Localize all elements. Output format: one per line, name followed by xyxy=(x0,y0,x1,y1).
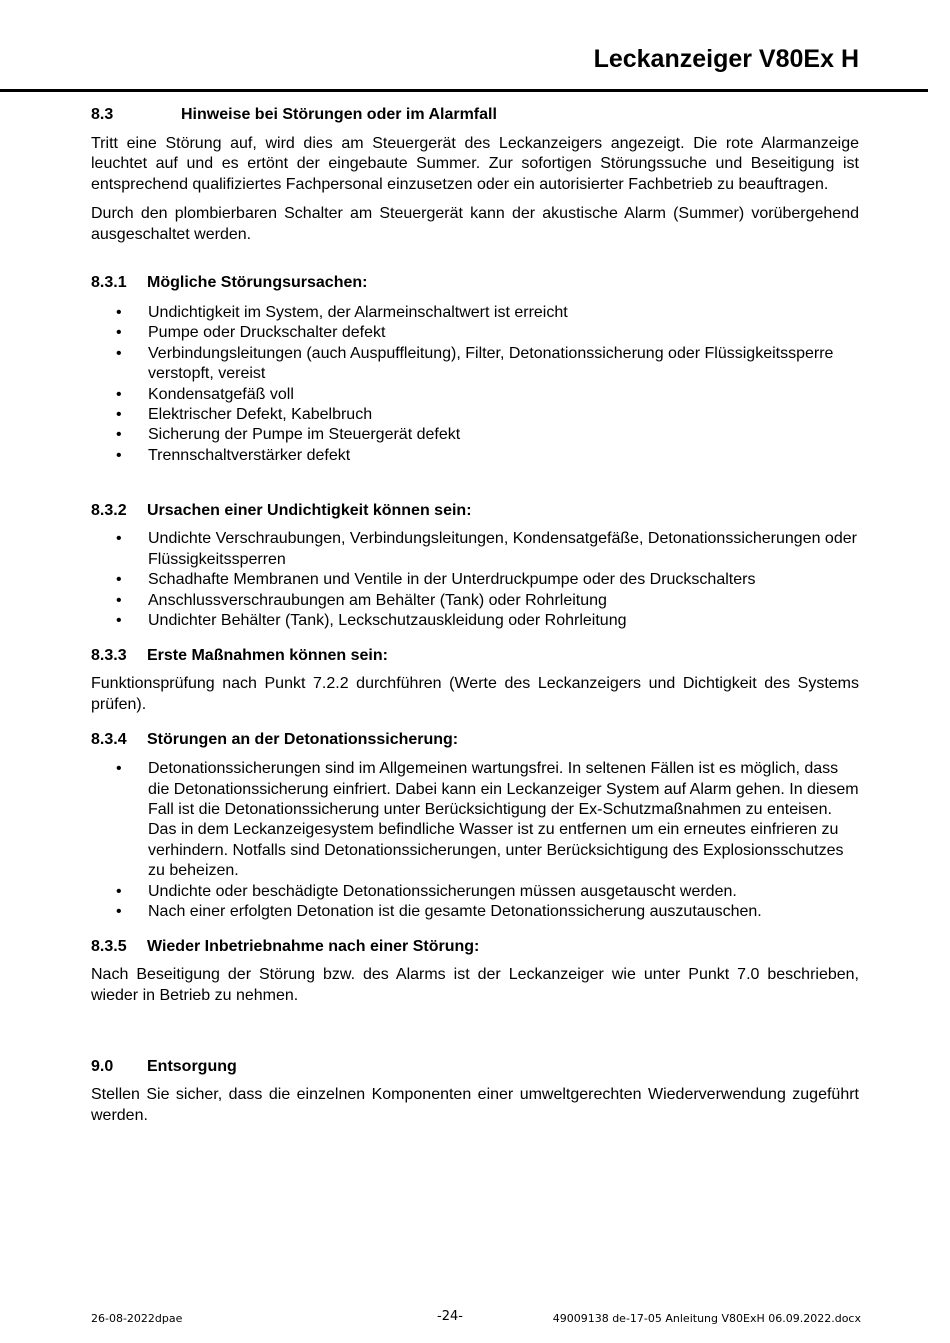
list-item-text: Detonationssicherungen sind im Allgemeinen wartungsfrei. In seltenen Fällen ist es möglich, dass die Detonationssicherung einfriert. Dabei kann ein Leckanzeiger System auf Alarm gehen. In diesem Fall ist die Detonationssicherung unter Berücksichtigung der Ex-Schutzmaßnahmen zu enteisen. Das in dem Leckanzeigesystem befindliche Wasser ist zu entfernen um ein erneutes einfrieren zu verhindern. Notfalls sind Detonationssicherungen, unter Berücksichtigung des Explosionsschutzes zu beheizen. xyxy=(148,760,859,880)
bullet-icon: • xyxy=(116,611,122,629)
list-item xyxy=(91,303,859,323)
section-title: Störungen an der Detonationssicherung: xyxy=(147,731,459,749)
section-title: Hinweise bei Störungen oder im Alarmfall xyxy=(181,106,497,123)
section-heading xyxy=(91,104,859,126)
list-item xyxy=(91,446,859,466)
list-item-text: Verbindungsleitungen (auch Auspuffleitung), Filter, Detonationssicherung oder Flüssigkeitssperre verstopft, vereist xyxy=(148,344,834,383)
section-title: Erste Maßnahmen können sein: xyxy=(147,647,388,665)
list-item-text: Kondensatgefäß voll xyxy=(148,385,294,403)
list-item xyxy=(91,344,859,385)
section-title: Wieder Inbetriebnahme nach einer Störung: xyxy=(147,938,480,956)
bullet-list xyxy=(91,759,859,922)
list-item xyxy=(91,385,859,405)
list-item-text: Anschlussverschraubungen am Behälter (Tank) oder Rohrleitung xyxy=(148,591,607,609)
document-title: Leckanzeiger V80Ex H xyxy=(593,45,859,73)
footer-date: 26-08-2022dpae xyxy=(91,1312,183,1325)
section-8-3-1 xyxy=(91,272,859,466)
list-item-text: Undichter Behälter (Tank), Leckschutzauskleidung oder Rohrleitung xyxy=(148,611,627,629)
bullet-icon: • xyxy=(116,902,122,920)
section-heading xyxy=(91,645,859,667)
bullet-icon: • xyxy=(116,344,122,362)
section-number: 8.3.5 xyxy=(91,938,127,956)
list-item xyxy=(91,591,859,611)
bullet-icon: • xyxy=(116,446,122,464)
bullet-icon: • xyxy=(116,760,122,778)
bullet-icon: • xyxy=(116,385,122,403)
header-rule xyxy=(0,89,928,92)
section-number: 8.3.3 xyxy=(91,647,127,665)
section-number: 8.3.1 xyxy=(91,274,127,292)
section-number: 8.3.2 xyxy=(91,502,127,520)
bullet-icon: • xyxy=(116,324,122,342)
list-item-text: Nach einer erfolgten Detonation ist die gesamte Detonationssicherung auszutauschen. xyxy=(148,902,762,920)
section-heading xyxy=(91,729,859,751)
paragraph: Nach Beseitigung der Störung bzw. des Alarms ist der Leckanzeiger wie unter Punkt 7.0 beschrieben, wieder in Betrieb zu nehmen. xyxy=(91,966,859,1004)
page-content xyxy=(91,104,859,1126)
list-item xyxy=(91,425,859,445)
list-item xyxy=(91,323,859,343)
list-item-text: Pumpe oder Druckschalter defekt xyxy=(148,324,386,342)
list-item-text: Undichte Verschraubungen, Verbindungsleitungen, Kondensatgefäße, Detonationssicherungen oder Flüssigkeitssperren xyxy=(148,530,857,568)
page-number: -24- xyxy=(437,1309,463,1324)
bullet-icon: • xyxy=(116,882,122,900)
bullet-icon: • xyxy=(116,304,122,322)
section-8-3-2 xyxy=(91,500,859,631)
paragraph: Tritt eine Störung auf, wird dies am Steuergerät des Leckanzeigers angezeigt. Die rote Alarmanzeige leuchtet auf und es ertönt der eingebaute Summer. Zur sofortigen Störungssuche und Beseitigung ist entsprechend qualifiziertes Fachpersonal einzusetzen oder ein autorisierter Fachbetrieb zu beauftragen. xyxy=(91,135,859,193)
section-number: 9.0 xyxy=(91,1058,114,1076)
paragraph: Funktionsprüfung nach Punkt 7.2.2 durchführen (Werte des Leckanzeigers und Dichtigkeit des Systems prüfen). xyxy=(91,675,859,713)
section-title: Ursachen einer Undichtigkeit können sein: xyxy=(147,502,472,520)
list-item xyxy=(91,759,859,881)
list-item-text: Trennschaltverstärker defekt xyxy=(148,446,351,464)
section-heading xyxy=(91,500,859,522)
bullet-icon: • xyxy=(116,571,122,589)
section-9-0 xyxy=(91,1056,859,1126)
bullet-icon: • xyxy=(116,406,122,424)
section-heading xyxy=(91,1056,859,1078)
bullet-list xyxy=(91,303,859,466)
section-8-3-3 xyxy=(91,645,859,715)
section-heading xyxy=(91,272,859,294)
list-item xyxy=(91,405,859,425)
list-item-text: Elektrischer Defekt, Kabelbruch xyxy=(148,406,373,424)
section-heading xyxy=(91,936,859,958)
paragraph: Stellen Sie sicher, dass die einzelnen Komponenten einer umweltgerechten Wiederverwendung zugeführt werden. xyxy=(91,1086,859,1124)
list-item-text: Schadhafte Membranen und Ventile in der Unterdruckpumpe oder des Druckschalters xyxy=(148,571,756,589)
bullet-icon: • xyxy=(116,426,122,444)
list-item xyxy=(91,902,859,922)
list-item-text: Undichtigkeit im System, der Alarmeinschaltwert ist erreicht xyxy=(148,304,568,322)
section-8-3-5 xyxy=(91,936,859,1006)
list-item xyxy=(91,611,859,631)
section-number: 8.3 xyxy=(91,106,114,123)
list-item xyxy=(91,882,859,902)
bullet-icon: • xyxy=(116,530,122,548)
section-number: 8.3.4 xyxy=(91,731,127,749)
bullet-icon: • xyxy=(116,591,122,609)
section-8-3-4 xyxy=(91,729,859,922)
list-item xyxy=(91,529,859,570)
section-title: Mögliche Störungsursachen: xyxy=(147,274,368,292)
paragraph: Durch den plombierbaren Schalter am Steuergerät kann der akustische Alarm (Summer) vorübergehend ausgeschaltet werden. xyxy=(91,205,859,243)
section-title: Entsorgung xyxy=(147,1058,237,1076)
list-item-text: Undichte oder beschädigte Detonationssicherungen müssen ausgetauscht werden. xyxy=(148,882,737,900)
footer-file-name: 49009138 de-17-05 Anleitung V80ExH 06.09.2022.docx xyxy=(552,1312,861,1325)
section-8-3 xyxy=(91,104,859,245)
list-item xyxy=(91,570,859,590)
list-item-text: Sicherung der Pumpe im Steuergerät defekt xyxy=(148,426,461,444)
bullet-list xyxy=(91,529,859,631)
